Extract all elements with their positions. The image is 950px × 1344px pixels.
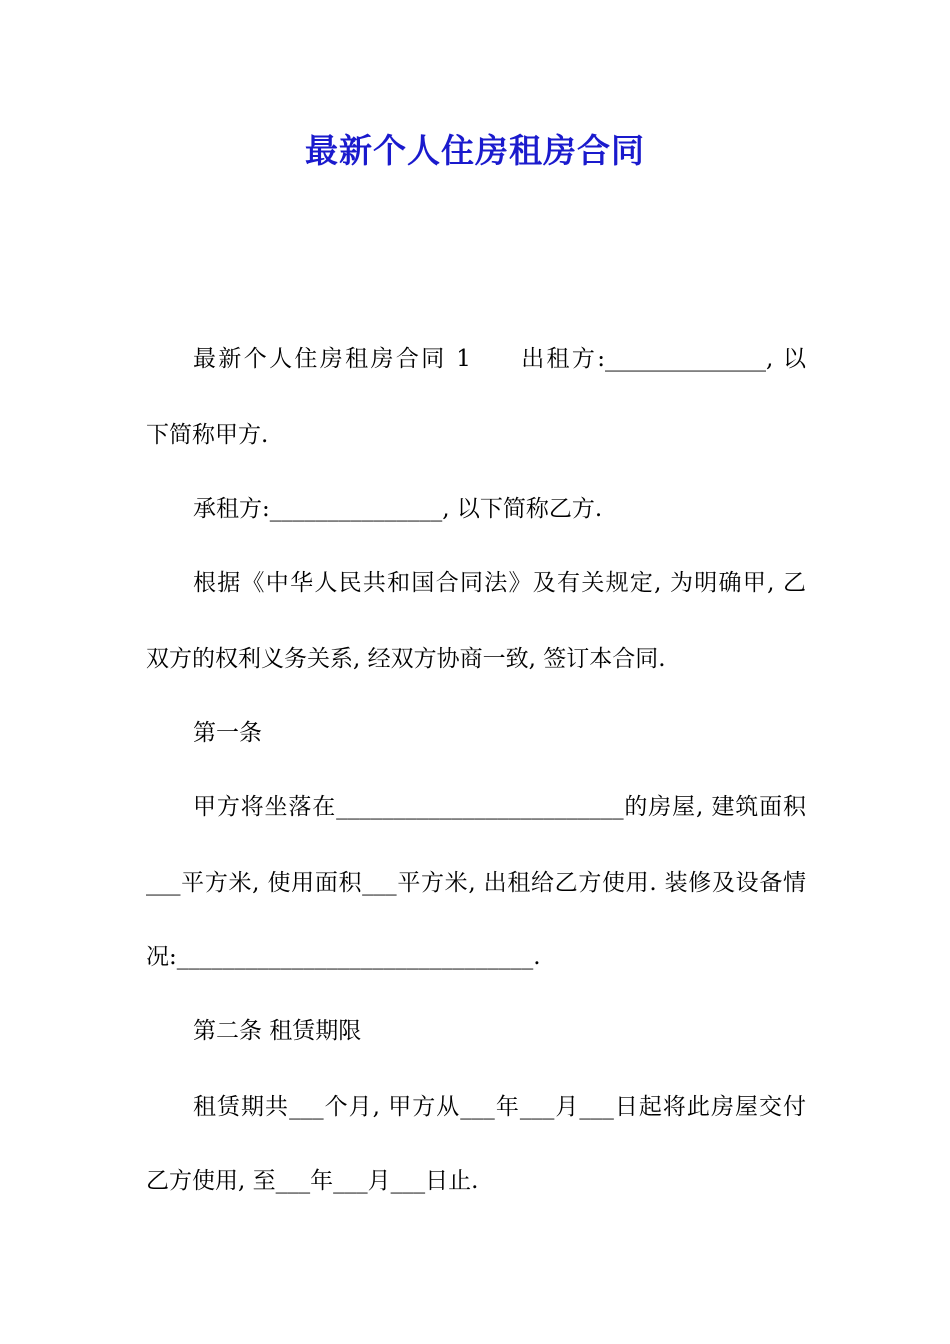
paragraph-line: 况:_______________________________.	[146, 944, 541, 970]
paragraph-line: 甲方将坐落在_________________________的房屋, 建筑面积	[193, 794, 806, 820]
paragraph-line: 承租方:_______________, 以下简称乙方.	[193, 496, 603, 522]
paragraph-line	[146, 344, 806, 374]
heading-inline: 最新个人住房租房合同 1	[193, 346, 471, 372]
document-title: 最新个人住房租房合同	[305, 131, 645, 170]
paragraph-line: 乙方使用, 至___年___月___日止.	[146, 1168, 479, 1194]
paragraph-line: 双方的权利义务关系, 经双方协商一致, 签订本合同.	[146, 646, 666, 672]
article-heading: 第二条 租赁期限	[193, 1018, 362, 1044]
article-heading: 第一条	[193, 720, 262, 746]
lessor-field-text: 出租方:______________, 以	[518, 346, 806, 372]
paragraph-line: 根据《中华人民共和国合同法》及有关规定, 为明确甲, 乙	[193, 570, 806, 596]
paragraph-line: 租赁期共___个月, 甲方从___年___月___日起将此房屋交付	[193, 1094, 806, 1120]
paragraph-line: ___平方米, 使用面积___平方米, 出租给乙方使用. 装修及设备情	[146, 870, 806, 896]
paragraph-line: 下简称甲方.	[146, 422, 269, 448]
